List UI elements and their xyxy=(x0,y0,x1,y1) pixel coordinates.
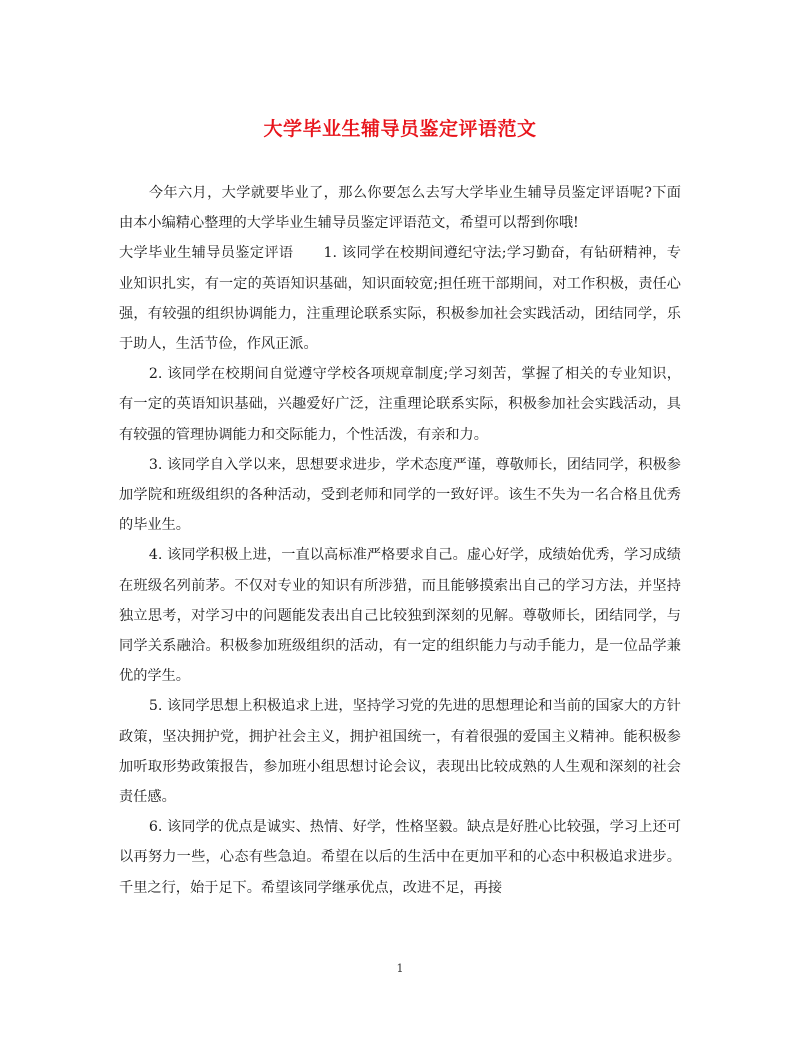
document-body xyxy=(119,178,681,903)
document-title: 大学毕业生辅导员鉴定评语范文 xyxy=(263,118,537,140)
paragraph-6: 6. 该同学的优点是诚实、热情、好学，性格坚毅。缺点是好胜心比较强，学习上还可以再努力一些，心态有些急迫。希望在以后的生活中在更加平和的心态中积极追求进步。千里之行，始于足下。希望该同学继承优点，改进不足，再接 xyxy=(119,819,681,896)
page-number: 1 xyxy=(396,962,404,975)
section-heading: 大学毕业生辅导员鉴定评语 xyxy=(119,245,294,262)
paragraph-1-line xyxy=(119,238,681,359)
paragraph-3: 3. 该同学自入学以来，思想要求进步，学术态度严谨，尊敬师长，团结同学，积极参加学院和班级组织的各种活动，受到老师和同学的一致好评。该生不失为一名合格且优秀的毕业生。 xyxy=(119,456,681,534)
intro-paragraph: 今年六月，大学就要毕业了，那么你要怎么去写大学毕业生辅导员鉴定评语呢?下面由本小编精心整理的大学毕业生辅导员鉴定评语范文，希望可以帮到你哦! xyxy=(119,185,681,232)
paragraph-2: 2. 该同学在校期间自觉遵守学校各项规章制度;学习刻苦，掌握了相关的专业知识，有一定的英语知识基础，兴趣爱好广泛，注重理论联系实际，积极参加社会实践活动，具有较强的管理协调能力和交际能力，个性活泼，有亲和力。 xyxy=(119,366,681,443)
paragraph-1: 1. 该同学在校期间遵纪守法;学习勤奋，有钻研精神，专业知识扎实，有一定的英语知识基础，知识面较宽;担任班干部期间，对工作积极，责任心强，有较强的组织协调能力，注重理论联系实际，积极参加社会实践活动，团结同学，乐于助人，生活节俭，作风正派。 xyxy=(119,245,681,353)
paragraph-5: 5. 该同学思想上积极追求上进，坚持学习党的先进的思想理论和当前的国家大的方针政策，坚决拥护党，拥护社会主义，拥护祖国统一，有着很强的爱国主义精神。能积极参加听取形势政策报告，参加班小组思想讨论会议，表现出比较成熟的人生观和深刻的社会责任感。 xyxy=(119,698,681,806)
paragraph-4: 4. 该同学积极上进，一直以高标准严格要求自己。虚心好学，成绩始优秀，学习成绩在班级名列前茅。不仅对专业的知识有所涉猎，而且能够摸索出自己的学习方法，并坚持独立思考，对学习中的问题能发表出自己比较独到深刻的见解。尊敬师长，团结同学，与同学关系融洽。积极参加班级组织的活动，有一定的组织能力与动手能力，是一位品学兼优的学生。 xyxy=(119,547,681,685)
